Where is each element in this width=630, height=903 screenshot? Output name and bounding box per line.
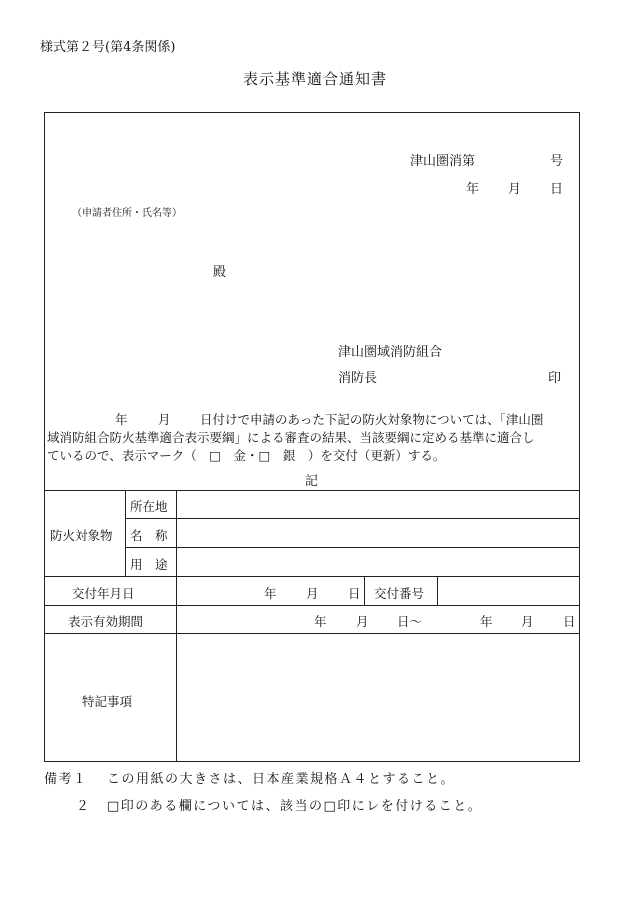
body-month: 月	[158, 412, 171, 427]
issuer-reference-suffix: 号	[550, 154, 564, 169]
name-label: 名 称	[130, 528, 168, 543]
chief-title: 消防長	[338, 371, 378, 386]
issue-date-year: 年	[264, 586, 277, 601]
validity-end-year: 年	[480, 614, 493, 629]
validity-start-year: 年	[314, 614, 327, 629]
applicant-label: （申請者住所・氏名等）	[72, 208, 182, 219]
issue-date-month: 月	[306, 586, 319, 601]
validity-label: 表示有効期間	[68, 614, 144, 629]
body-year: 年	[115, 412, 128, 427]
table-divider	[125, 547, 580, 548]
issue-date-day: 日	[348, 586, 361, 601]
note-2-text: □印のある欄については、該当の□印にレを付けること。	[107, 799, 483, 814]
issue-number-label: 交付番号	[374, 586, 425, 601]
honorific: 殿	[213, 265, 227, 280]
remarks-label: 特記事項	[82, 694, 133, 709]
table-column-divider	[125, 490, 126, 576]
validity-end-month: 月	[521, 614, 534, 629]
issuing-organization: 津山圏域消防組合	[338, 345, 443, 360]
table-column-divider	[364, 576, 365, 605]
notice-date-year: 年	[466, 182, 480, 197]
body-line-1: 日付けで申請のあった下記の防火対象物については、「津山圏	[200, 412, 544, 427]
table-divider	[44, 633, 580, 634]
building-group-label: 防火対象物	[50, 528, 113, 543]
document-title: 表示基準適合通知書	[242, 70, 387, 88]
use-label: 用 途	[130, 557, 168, 572]
location-label: 所在地	[130, 499, 168, 514]
table-divider	[44, 576, 580, 577]
notice-date-day: 日	[550, 182, 564, 197]
table-column-divider	[437, 576, 438, 605]
table-divider	[44, 605, 580, 606]
note-1-label: 備考１	[44, 772, 88, 787]
table-column-divider	[176, 490, 177, 762]
issuer-reference-prefix: 津山圏消第	[410, 154, 476, 169]
body-line-3: ているので、表示マーク（ □ 金・□ 銀 ）を交付（更新）する。	[47, 448, 446, 463]
validity-end-day: 日	[563, 614, 576, 629]
table-divider	[125, 518, 580, 519]
seal-mark: 印	[548, 371, 562, 386]
body-line-2: 域消防組合防火基準適合表示要綱」による審査の結果、当該要綱に定める基準に適合し	[47, 430, 535, 445]
issue-date-label: 交付年月日	[72, 586, 135, 601]
form-number: 様式第２号(第4条関係)	[40, 40, 176, 55]
validity-start-day-to: 日～	[397, 614, 423, 629]
note-1-text: この用紙の大きさは、日本産業規格Ａ４とすること。	[107, 772, 456, 787]
ki-mark: 記	[305, 474, 319, 489]
notice-date-month: 月	[508, 182, 522, 197]
note-2-label: ２	[76, 799, 91, 814]
validity-start-month: 月	[356, 614, 369, 629]
